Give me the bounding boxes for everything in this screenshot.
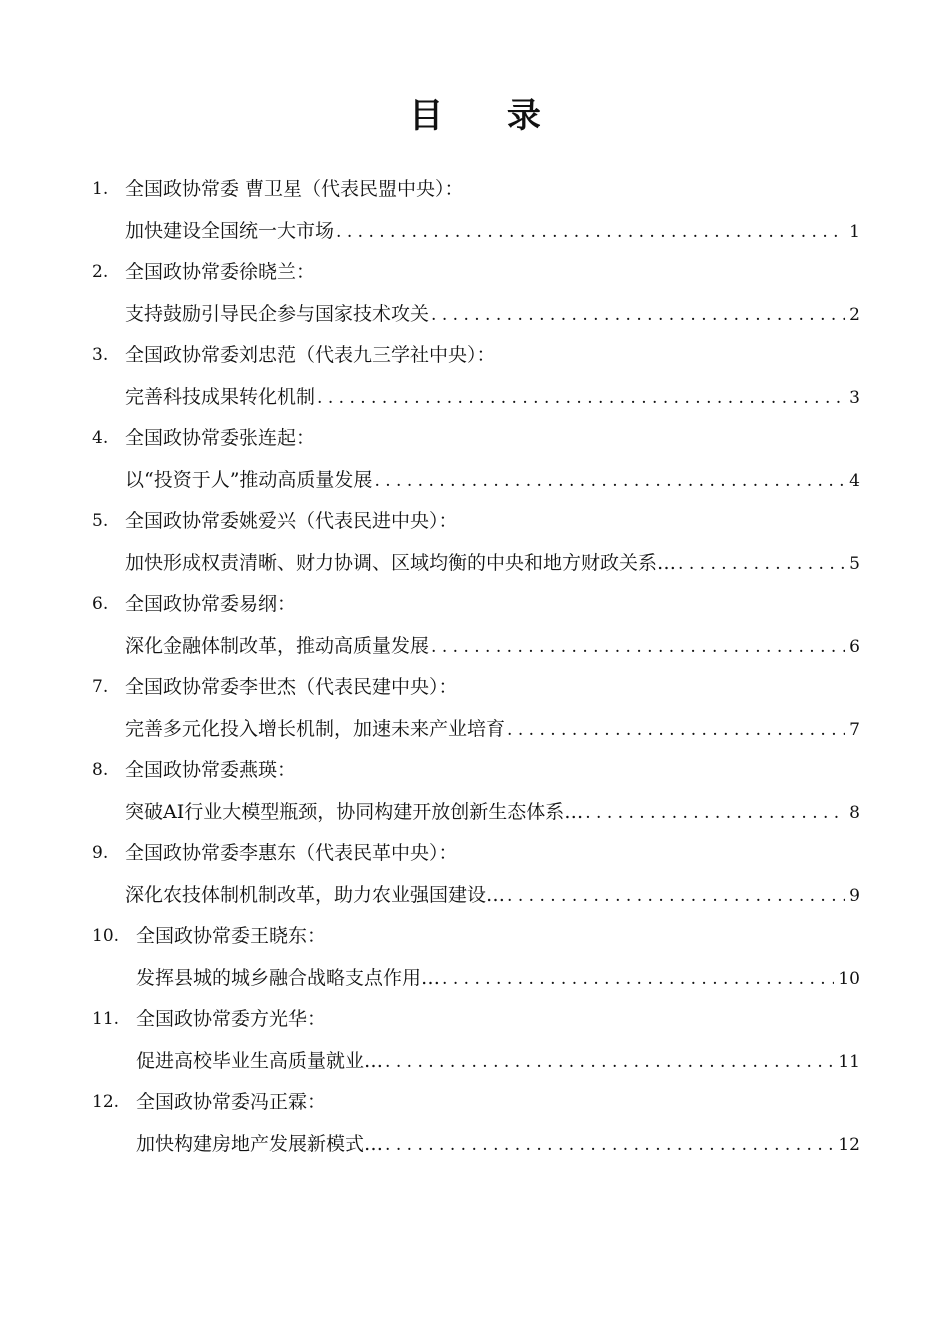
toc-entry-topic[interactable]: 促进高校毕业生高质量就业… [136, 1050, 384, 1072]
toc-entry[interactable] [92, 1081, 860, 1164]
dot-leader [429, 300, 845, 329]
toc-entry-line[interactable] [125, 631, 860, 661]
toc-entry-number: 1. [92, 179, 109, 199]
toc-entry-topic[interactable]: 深化金融体制改革，推动高质量发展 [125, 635, 430, 657]
toc-entry-line[interactable] [136, 1129, 860, 1159]
dot-leader [372, 466, 845, 495]
toc-entry-speaker: 全国政协常委易纲： [125, 593, 297, 615]
toc-entry[interactable] [92, 168, 860, 251]
toc-entry-page-number: 9 [849, 886, 860, 906]
toc-entry[interactable] [92, 417, 860, 500]
toc-entry-page-number: 11 [838, 1052, 860, 1072]
toc-entry-line[interactable] [136, 1046, 860, 1076]
toc-entry-heading [92, 921, 326, 951]
toc-entry-topic[interactable]: 加快构建房地产发展新模式… [136, 1133, 384, 1155]
toc-entry-page-number: 4 [849, 471, 860, 491]
dot-leader [583, 798, 845, 827]
toc-entry-heading [92, 1004, 326, 1034]
toc-entry-heading [92, 838, 458, 868]
toc-entry-topic[interactable]: 突破AI行业大模型瓶颈，协同构建开放创新生态体系… [125, 801, 584, 823]
toc-entry-speaker: 全国政协常委燕瑛： [125, 759, 297, 781]
toc-entry[interactable] [92, 251, 860, 334]
toc-entry-speaker: 全国政协常委李世杰（代表民建中央）： [125, 676, 458, 698]
toc-entry[interactable] [92, 666, 860, 749]
toc-title: 目 录 [409, 96, 567, 136]
toc-entry-page-number: 6 [849, 637, 860, 657]
toc-entry-line[interactable] [125, 548, 860, 578]
toc-entry[interactable] [92, 915, 860, 998]
toc-entry-number: 6. [92, 594, 109, 614]
toc-entry-number: 8. [92, 760, 109, 780]
toc-entry-number: 3. [92, 345, 109, 365]
toc-entry-number: 10. [92, 926, 120, 946]
toc-entry[interactable] [92, 998, 860, 1081]
toc-entry-topic[interactable]: 发挥县城的城乡融合战略支点作用… [136, 967, 441, 989]
toc-entry-line[interactable] [125, 714, 860, 744]
toc-entry-heading [92, 340, 496, 370]
toc-entry-speaker: 全国政协常委 曹卫星（代表民盟中央）： [125, 178, 464, 200]
toc-entry[interactable] [92, 334, 860, 417]
toc-entry-page-number: 3 [849, 388, 860, 408]
toc-entry-heading [92, 257, 315, 287]
toc-entry-speaker: 全国政协常委刘忠范（代表九三学社中央）： [125, 344, 496, 366]
toc-entry-number: 5. [92, 511, 109, 531]
toc-entry-line[interactable] [125, 797, 860, 827]
toc-entry[interactable] [92, 500, 860, 583]
toc-entry-heading [92, 423, 315, 453]
dot-leader [676, 549, 845, 578]
toc-entry-page-number: 10 [838, 969, 860, 989]
dot-leader [505, 881, 845, 910]
toc-entry-line[interactable] [125, 299, 860, 329]
dot-leader [429, 632, 845, 661]
toc-entry-page-number: 7 [849, 720, 860, 740]
toc-entry-heading [92, 755, 296, 785]
toc-entry-topic[interactable]: 加快建设全国统一大市场 [125, 220, 335, 242]
toc-entry-line[interactable] [125, 880, 860, 910]
toc-entry-line[interactable] [125, 382, 860, 412]
toc-entry-topic[interactable]: 支持鼓励引导民企参与国家技术攻关 [125, 303, 430, 325]
toc-entry-speaker: 全国政协常委方光华： [136, 1008, 327, 1030]
toc-entry-page-number: 8 [849, 803, 860, 823]
toc-entry-topic[interactable]: 完善科技成果转化机制 [125, 386, 316, 408]
toc-entry-page-number: 2 [849, 305, 860, 325]
toc-entry[interactable] [92, 832, 860, 915]
toc-entry-heading [92, 589, 296, 619]
toc-entry-speaker: 全国政协常委徐晓兰： [125, 261, 316, 283]
dot-leader [440, 964, 834, 993]
toc-entry-line[interactable] [136, 963, 860, 993]
toc-entry-speaker: 全国政协常委冯正霖： [136, 1091, 327, 1113]
dot-leader [334, 217, 845, 246]
toc-entry-topic[interactable]: 以“投资于人”推动高质量发展 [125, 469, 373, 491]
toc-entry-page-number: 1 [849, 222, 860, 242]
toc-entry-heading [92, 174, 464, 204]
toc-entry-topic[interactable]: 深化农技体制机制改革，助力农业强国建设… [125, 884, 506, 906]
dot-leader [315, 383, 845, 412]
toc-list [92, 168, 860, 1164]
toc-entry[interactable] [92, 583, 860, 666]
toc-entry-heading [92, 506, 458, 536]
toc-entry-topic[interactable]: 加快形成权责清晰、财力协调、区域均衡的中央和地方财政关系… [125, 552, 677, 574]
toc-entry-line[interactable] [125, 216, 860, 246]
toc-entry-number: 9. [92, 843, 109, 863]
toc-entry-speaker: 全国政协常委李惠东（代表民革中央）： [125, 842, 458, 864]
toc-entry-line[interactable] [125, 465, 860, 495]
toc-entry-speaker: 全国政协常委姚爱兴（代表民进中央）： [125, 510, 458, 532]
toc-entry-heading [92, 672, 458, 702]
toc-entry-number: 7. [92, 677, 109, 697]
toc-entry-number: 4. [92, 428, 109, 448]
toc-entry-number: 11. [92, 1009, 120, 1029]
toc-entry-page-number: 12 [838, 1135, 860, 1155]
toc-entry-topic[interactable]: 完善多元化投入增长机制，加速未来产业培育 [125, 718, 506, 740]
toc-entry-speaker: 全国政协常委王晓东： [136, 925, 327, 947]
toc-entry-speaker: 全国政协常委张连起： [125, 427, 316, 449]
dot-leader [383, 1047, 834, 1076]
toc-entry-number: 12. [92, 1092, 120, 1112]
toc-entry-heading [92, 1087, 326, 1117]
dot-leader [505, 715, 845, 744]
toc-entry[interactable] [92, 749, 860, 832]
toc-entry-number: 2. [92, 262, 109, 282]
dot-leader [383, 1130, 834, 1159]
toc-entry-page-number: 5 [849, 554, 860, 574]
